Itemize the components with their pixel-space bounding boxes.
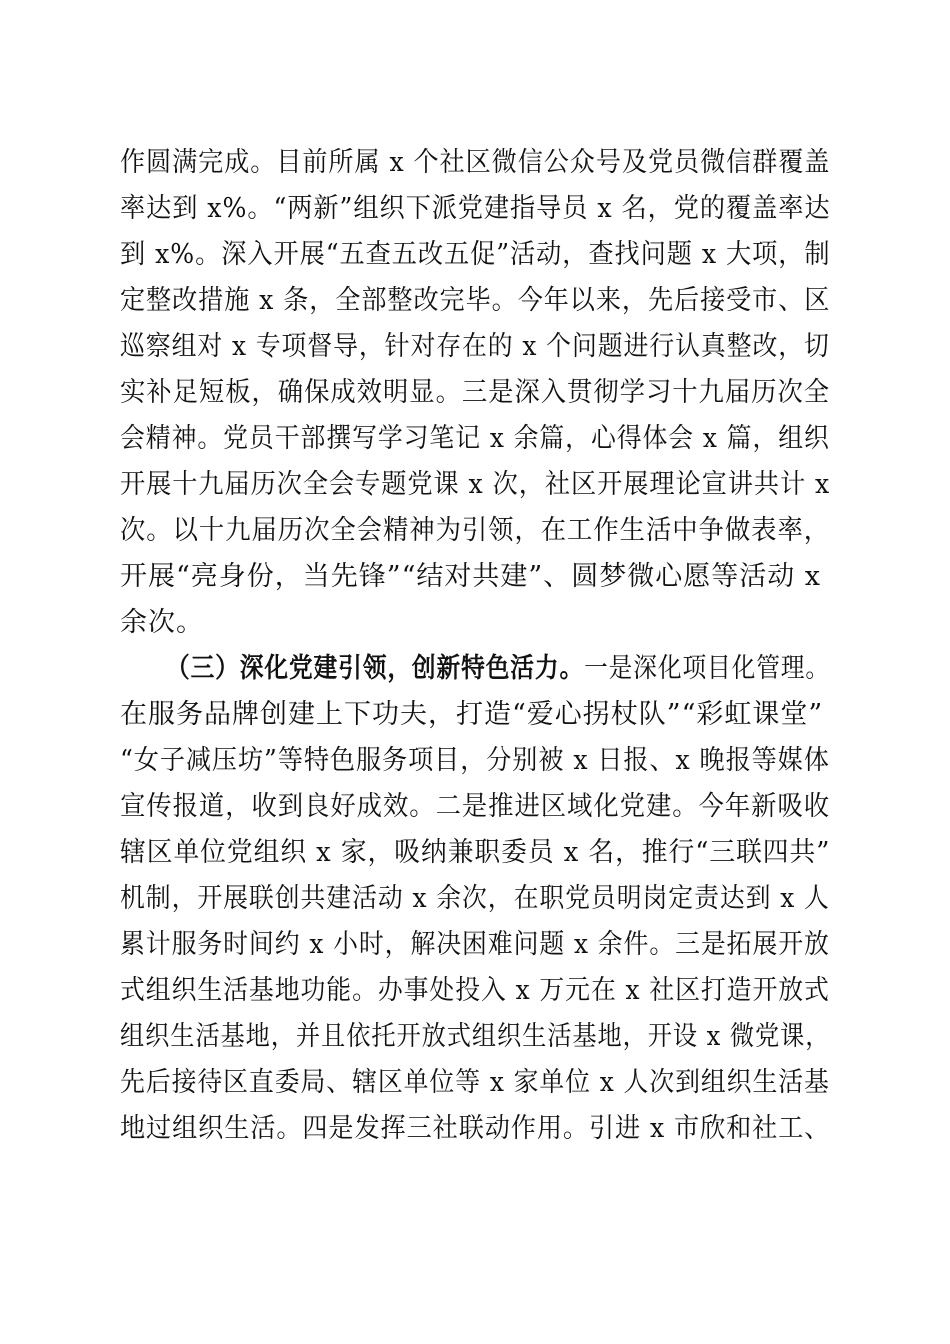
body-line: 实补足短板，确保成效明显。三是深入贯彻学习十九届历次全 xyxy=(120,377,831,408)
body-line: 会精神。党员干部撰写学习笔记 x 余篇，心得体会 x 篇，组织 xyxy=(120,423,830,454)
body-line: 作圆满完成。目前所属 x 个社区微信公众号及党员微信群覆盖 xyxy=(120,147,831,178)
body-line: 累计服务时间约 x 小时，解决困难问题 x 余件。三是拓展开放 xyxy=(120,929,830,960)
body-line: 开展“亮身份，当先锋”“结对共建”、圆梦微心愿等活动 x xyxy=(120,561,822,592)
body-line: 宣传报道，收到良好成效。二是推进区域化党建。今年新吸收 xyxy=(120,791,831,822)
body-line: 率达到 x%。“两新”组织下派党建指导员 x 名，党的覆盖率达 xyxy=(120,193,831,224)
body-line: 巡察组对 x 专项督导，针对存在的 x 个问题进行认真整改，切 xyxy=(120,331,830,362)
section-3-first-line-rest: 一是深化项目化管理。 xyxy=(584,653,830,684)
body-line: “女子减压坊”等特色服务项目，分别被 x 日报、x 晚报等媒体 xyxy=(120,745,830,776)
body-line: 定整改措施 x 条，全部整改完毕。今年以来，先后接受市、区 xyxy=(120,285,831,316)
body-line: 余次。 xyxy=(120,607,204,638)
body-line: 机制，开展联创共建活动 x 余次，在职党员明岗定责达到 x 人 xyxy=(120,883,830,914)
body-line: 辖区单位党组织 x 家，吸纳兼职委员 x 名，推行“三联四共” xyxy=(120,837,831,868)
body-line: 开展十九届历次全会专题党课 x 次，社区开展理论宣讲共计 x xyxy=(120,469,831,500)
section-3-first-line xyxy=(166,646,830,692)
body-line: 在服务品牌创建上下功夫，打造“爱心拐杖队”“彩虹课堂” xyxy=(120,699,824,730)
body-line: 到 x%。深入开展“五查五改五促”活动，查找问题 x 大项，制 xyxy=(120,239,831,270)
body-line: 地过组织生活。四是发挥三社联动作用。引进 x 市欣和社工、 xyxy=(120,1113,831,1144)
body-line: 先后接待区直委局、辖区单位等 x 家单位 x 人次到组织生活基 xyxy=(120,1067,830,1098)
section-3-heading: （三）深化党建引领，创新特色活力。 xyxy=(166,653,585,684)
body-line: 次。以十九届历次全会精神为引领，在工作生活中争做表率， xyxy=(120,515,831,546)
body-line: 式组织生活基地功能。办事处投入 x 万元在 x 社区打造开放式 xyxy=(120,975,830,1006)
body-line: 组织生活基地，并且依托开放式组织生活基地，开设 x 微党课， xyxy=(120,1021,831,1052)
